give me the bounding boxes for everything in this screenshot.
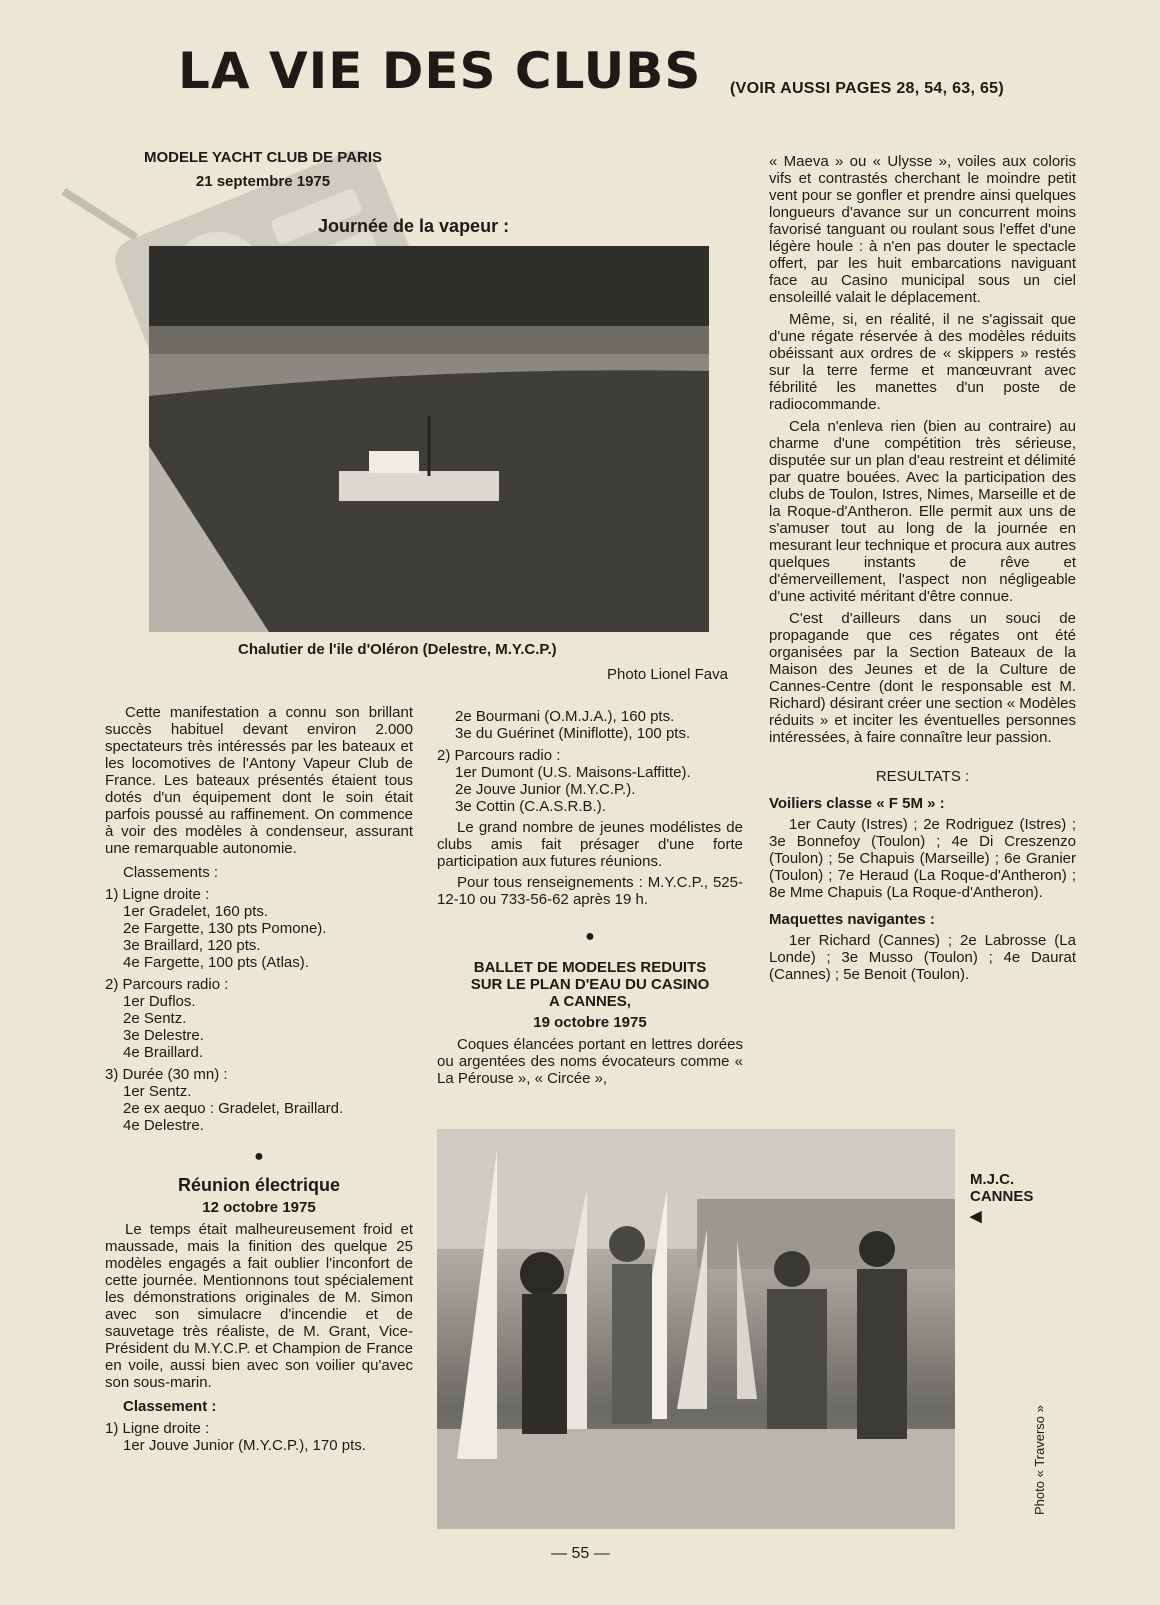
- list-item: 2e Fargette, 130 pts Pomone).: [123, 920, 327, 937]
- voiliers-results: 1er Cauty (Istres) ; 2e Rodriguez (Istres) ; 3e Bonnefoy (Toulon) ; 4e Di Creszenzo (Toulon) ; 5e Chapuis (Marseille) ; 6e Granier (Toulon) ; 7e Heraud (La Roque-d'Antheron) ; 8e Mme Chapuis (La Roque-d'Antheron).: [769, 816, 1076, 901]
- list-item: 1er Duflos.: [123, 993, 196, 1010]
- middle-column: [437, 708, 743, 1087]
- list-item: 4e Fargette, 100 pts (Atlas).: [123, 954, 309, 971]
- results-continued: [437, 708, 743, 742]
- maquettes-label: Maquettes navigantes :: [769, 911, 935, 928]
- voiliers-label: Voiliers classe « F 5M » :: [769, 795, 945, 812]
- list-item: 2e Bourmani (O.M.J.A.), 160 pts.: [455, 708, 675, 725]
- list-item: 1er Sentz.: [123, 1083, 192, 1100]
- electrique-date: 12 octobre 1975: [202, 1199, 316, 1216]
- see-also-pages: (VOIR AUSSI PAGES 28, 54, 63, 65): [730, 80, 1005, 97]
- list-item: 3e Braillard, 120 pts.: [123, 937, 261, 954]
- photo-credit-traverso: Photo « Traverso »: [1032, 1405, 1047, 1515]
- list-item: 4e Delestre.: [123, 1117, 204, 1134]
- list-item: 2e Sentz.: [123, 1010, 187, 1027]
- section-bullet: ●: [254, 1148, 264, 1165]
- photo-chalutier: [149, 246, 709, 632]
- list-item: 1er Jouve Junior (M.Y.C.P.), 170 pts.: [123, 1437, 366, 1454]
- page-number: — 55 —: [551, 1545, 610, 1562]
- intro-paragraph: Cette manifestation a connu son brillant succès habituel devant environ 2.000 spectateurs très intéressés par les bateaux et les locomotives de l'Antony Vapeur Club de France. Les bateaux présentés étaient tous dotés d'un équipement dont le soin était parfois poussé au raffinement. On commence à voir des modèles à condenseur, assurant une remarquable autonomie.: [105, 704, 413, 857]
- ballet-title-line3: A CANNES,: [549, 993, 631, 1010]
- list-item: 4e Braillard.: [123, 1044, 204, 1061]
- parcours-radio-results: [105, 993, 413, 1061]
- mjc-caption-line2: CANNES: [970, 1188, 1034, 1205]
- list-item: 2e ex aequo : Gradelet, Braillard.: [123, 1100, 344, 1117]
- ballet-title-line1: BALLET DE MODELES REDUITS: [473, 959, 707, 976]
- list-item: 2e Jouve Junior (M.Y.C.P.).: [455, 781, 636, 798]
- parcours-radio-label-2: 2) Parcours radio :: [437, 747, 561, 764]
- classement-label: Classement :: [123, 1398, 217, 1415]
- regate-paragraph: Même, si, en réalité, il ne s'agissait que d'une régate réservée à des modèles réduits obéissant aux ordres de « skippers » restés sur la terre ferme et manœuvrant avec fébrilité les manettes d'un poste de radiocommande.: [769, 311, 1076, 413]
- ballet-paragraph: Coques élancées portant en lettres dorées ou argentées des noms évocateurs comme « La Pérouse », « Circée »,: [437, 1036, 743, 1087]
- propagande-paragraph: C'est d'ailleurs dans un souci de propagande que ces régates ont été organisées par la Section Bateaux de la Maison des Jeunes et de la Culture de Cannes-Centre (dont le responsable est M. Richard) désirant créer une section « Modèles réduits » et inciter les éventuelles personnes intéressées, à faire connaître leur passion.: [769, 610, 1076, 746]
- event-date: 21 septembre 1975: [195, 173, 331, 190]
- ballet-date: 19 octobre 1975: [533, 1014, 647, 1031]
- page-title: LA VIE DES CLUBS: [178, 42, 702, 100]
- competition-paragraph: Cela n'enleva rien (bien au contraire) au charme d'une compétition très sérieuse, disputée sur un plan d'eau restreint et délimité par quatre bouées. Avec la participation des clubs de Toulon, Istres, Nimes, Marseille et de la Roque-d'Antheron. Elle permit aux uns de s'amuser tout au long de la journée en mesurant leur technique et procura aux autres quelques instants de rêve et d'émerveillement, l'aspect non négligeable d'une activité méritant d'être connue.: [769, 418, 1076, 605]
- right-column: [769, 153, 1076, 983]
- ligne-droite-label-2: 1) Ligne droite :: [105, 1420, 210, 1437]
- renseignements-paragraph: Pour tous renseignements : M.Y.C.P., 525-12-10 ou 733-56-62 après 19 h.: [437, 874, 743, 908]
- duree-results: [105, 1083, 413, 1134]
- parcours-radio-label: 2) Parcours radio :: [105, 976, 229, 993]
- electrique-paragraph: Le temps était malheureusement froid et maussade, mais la finition des quelque 25 modèles engagés a fait oublier l'inconfort de cette journée. Mentionnons tout spécialement les démonstrations originales de M. Simon avec son simulacre d'incendie et de sauvetage très réaliste, de M. Grant, Vice-Président du M.Y.C.P. et Champion de France en voile, aussi bien avec son voilier qu'avec son sous-marin.: [105, 1221, 413, 1391]
- list-item: 3e du Guérinet (Miniflotte), 100 pts.: [455, 725, 691, 742]
- list-item: 1er Gradelet, 160 pts.: [123, 903, 269, 920]
- list-item: 3e Delestre.: [123, 1027, 204, 1044]
- classements-label: Classements :: [123, 864, 219, 881]
- photo-credit-fava: Photo Lionel Fava: [607, 666, 728, 683]
- resultats-heading: RESULTATS :: [875, 768, 970, 785]
- mjc-caption-line1: M.J.C.: [970, 1171, 1015, 1188]
- ballet-title-line2: SUR LE PLAN D'EAU DU CASINO: [470, 976, 710, 993]
- list-item: 1er Dumont (U.S. Maisons-Laffitte).: [455, 764, 691, 781]
- ligne-droite-results: [105, 903, 413, 971]
- section-bullet: ●: [585, 928, 595, 945]
- photo-caption-chalutier: Chalutier de l'ile d'Oléron (Delestre, M.Y.C.P.): [238, 641, 557, 658]
- jeunes-paragraph: Le grand nombre de jeunes modélistes de clubs amis fait présager d'une forte participation aux futures réunions.: [437, 819, 743, 870]
- arrow-left-icon: ◀: [970, 1208, 982, 1225]
- left-column: [105, 704, 413, 1454]
- section-heading-electrique: Réunion électrique: [177, 1175, 341, 1195]
- section-heading-vapeur: Journée de la vapeur :: [318, 216, 510, 236]
- photo-mjc-cannes: [437, 1129, 955, 1529]
- club-name: MODELE YACHT CLUB DE PARIS: [143, 149, 383, 166]
- ligne-droite-label: 1) Ligne droite :: [105, 886, 210, 903]
- list-item: 3e Cottin (C.A.S.R.B.).: [455, 798, 606, 815]
- parcours-radio-results-2: [437, 764, 743, 815]
- duree-label: 3) Durée (30 mn) :: [105, 1066, 228, 1083]
- mjc-caption: [970, 1171, 1033, 1225]
- maeva-paragraph: « Maeva » ou « Ulysse », voiles aux coloris vifs et contrastés cherchant le moindre petit vent pour se gonfler et prendre ainsi quelques longueurs d'avance sur un concurrent moins favorisé tanguant ou roulant sous l'effet d'une légère houle : à n'en pas douter le spectacle offert, par les huit embarcations naviguant face au Casino municipal sous un ciel ensoleillé valait le déplacement.: [769, 153, 1076, 306]
- maquettes-results: 1er Richard (Cannes) ; 2e Labrosse (La Londe) ; 3e Musso (Toulon) ; 4e Daurat (Cannes) ; 5e Benoit (Toulon).: [769, 932, 1076, 983]
